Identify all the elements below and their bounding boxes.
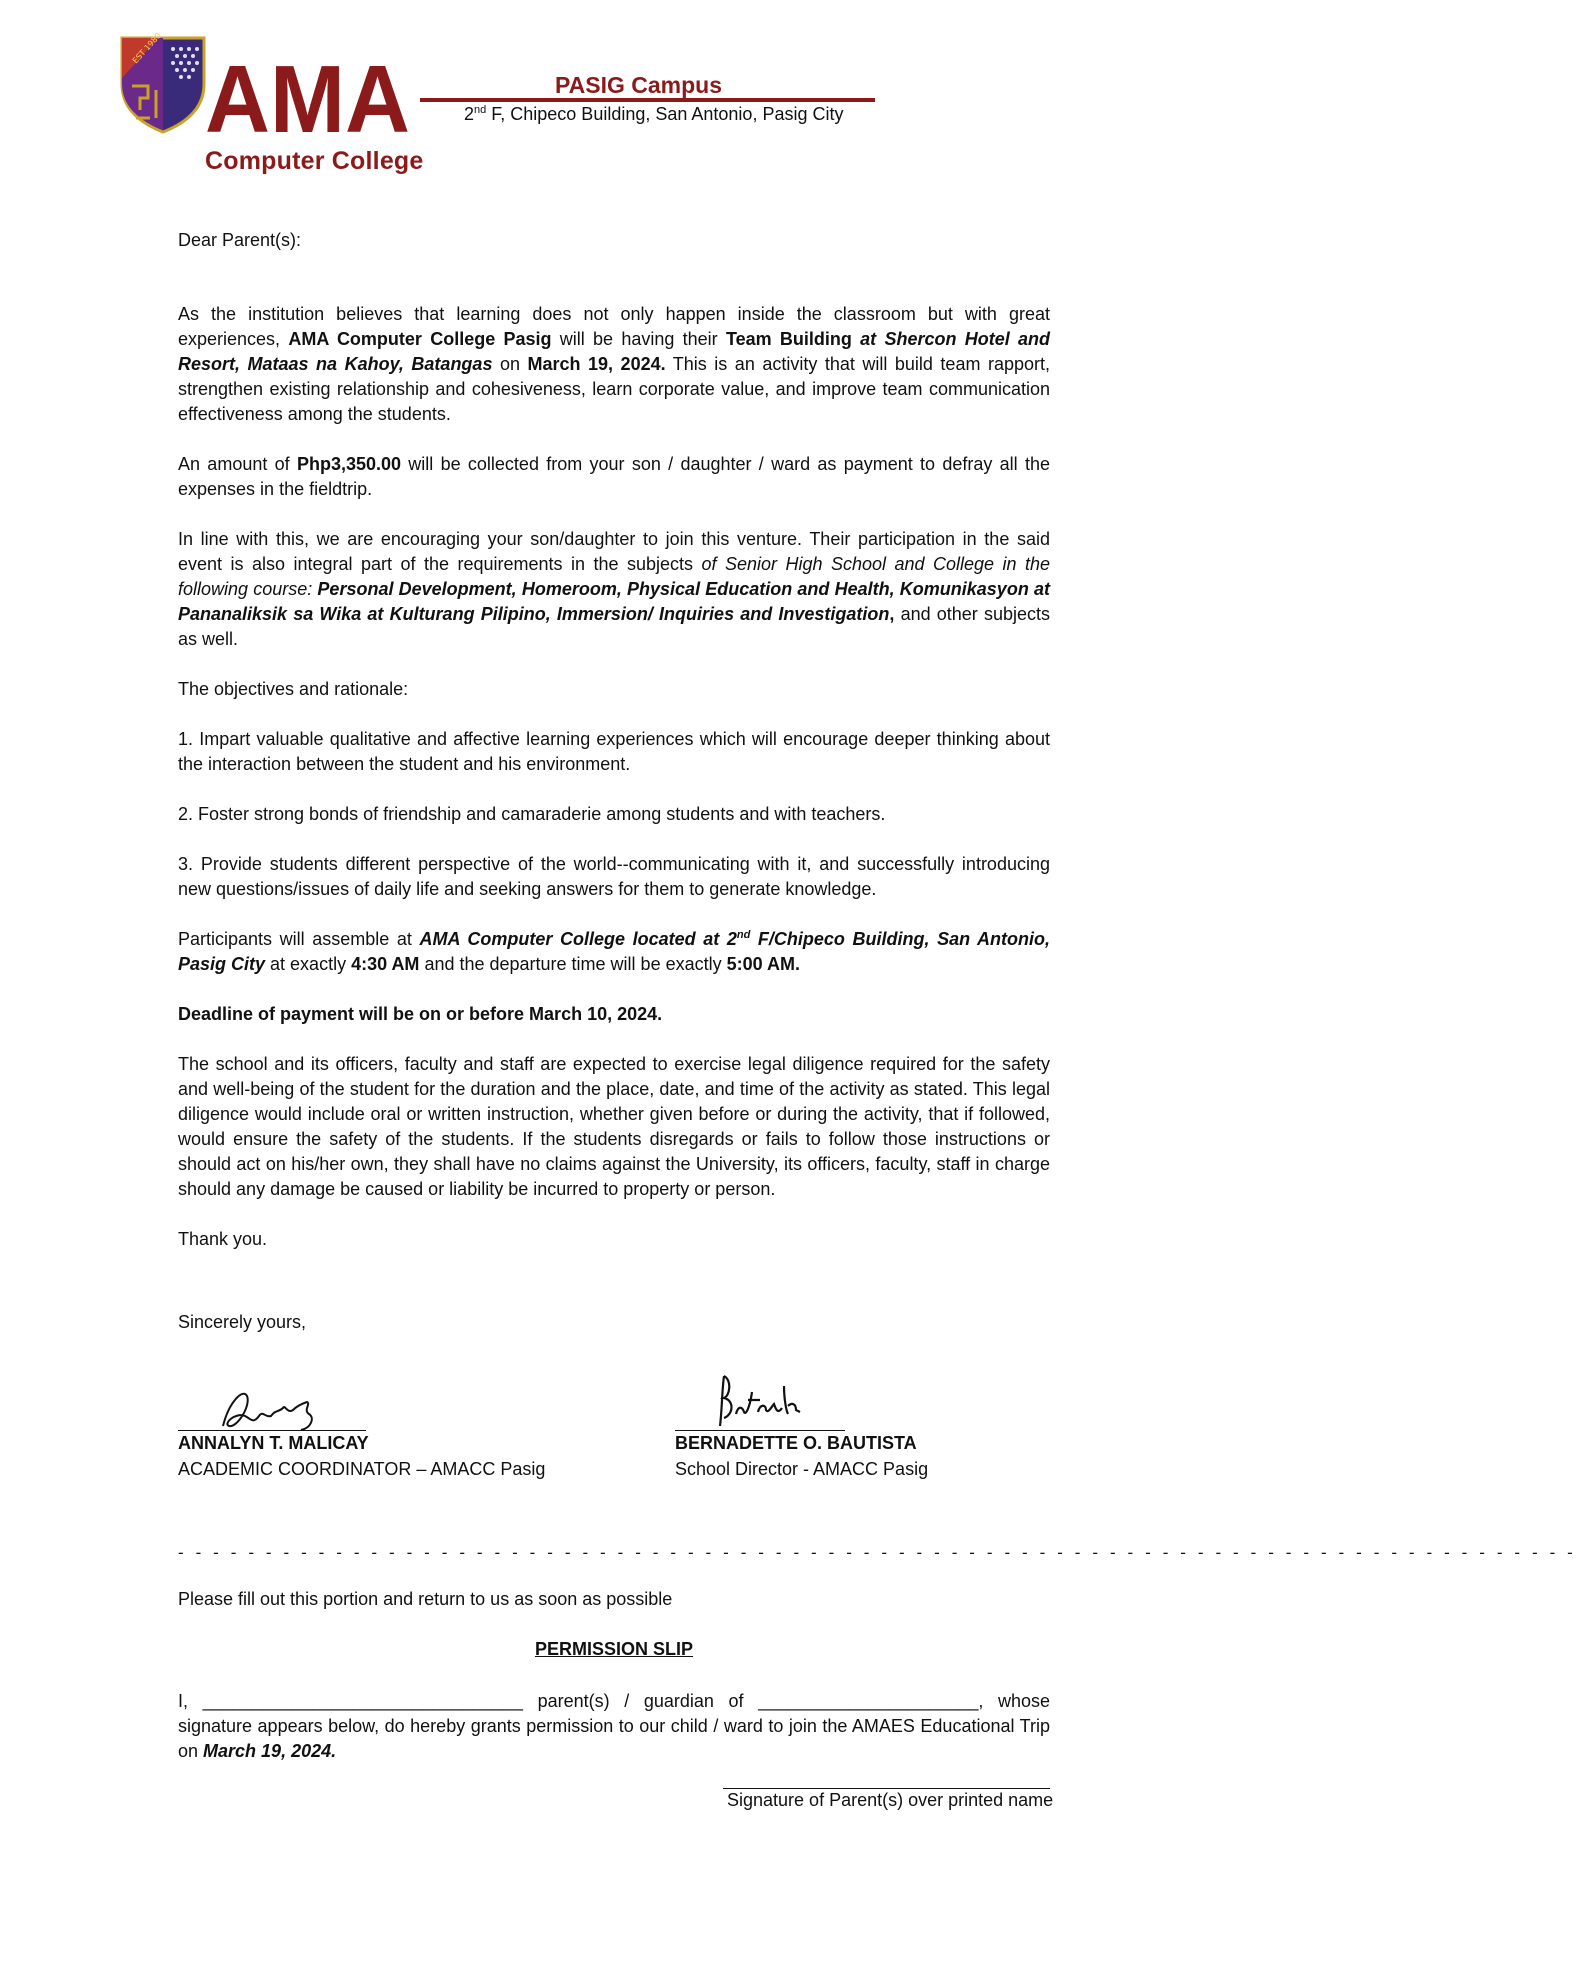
signature-line <box>675 1430 845 1431</box>
salutation: Dear Parent(s): <box>178 230 302 250</box>
paragraph-assembly: Participants will assemble at AMA Computer College located at 2nd F/Chipeco Building, San Antonio, Pasig City at exactly 4:30 AM and the departure time will be exactly 5:00 AM. <box>178 929 1051 974</box>
paragraph-subjects: In line with this, we are encouraging your son/daughter to join this venture. Their participation in the said event is also integral part of the requirements in the subjects of Senior High School and College in the following course: Personal Development, Homeroom, Physical Education and Health, Komunikasyon at Pananaliksik sa Wika at Kulturang Pilipino, Immersion/ Inquiries and Investigation, and other subjects as well. <box>178 529 1050 649</box>
objectives-heading: The objectives and rationale: <box>178 679 409 699</box>
college-crest-logo <box>118 31 208 134</box>
campus-rule-divider <box>420 98 875 102</box>
permission-slip-title: PERMISSION SLIP <box>534 1639 694 1659</box>
paragraph-intro: As the institution believes that learning does not only happen inside the classroom but with great experiences, AMA Computer College Pasig will be having their Team Building at Shercon Hotel and Resort, Mataas na Kahoy, Batangas on March 19, 2024. This is an activity that will build team rapport, strengthen existing relationship and cohesiveness, learn corporate value, and improve team communication effectiveness among the students. <box>178 304 1051 424</box>
college-name: Computer College <box>205 147 424 175</box>
letter-body <box>178 302 1050 1277</box>
signature-malicay <box>215 1382 330 1437</box>
payment-deadline: Deadline of payment will be on or before March 10, 2024. <box>178 1004 663 1024</box>
cut-line-separator: - - - - - - - - - - - - - - - - - - - - - - - - - - - - - - - - - - - - - - - - - - - - - - - - - - - - - - - - - - - - - - - - - - - - - - - - - - - - - - - - <box>178 1543 1576 1562</box>
objective-item: 2. Foster strong bonds of friendship and camaraderie among students and with teachers. <box>178 804 886 824</box>
campus-title: PASIG Campus <box>555 72 722 98</box>
signatory-name: BERNADETTE O. BAUTISTA <box>675 1433 917 1453</box>
signature-line <box>178 1430 366 1431</box>
fill-instruction: Please fill out this portion and return to us as soon as possible <box>178 1589 673 1609</box>
signatory-title: School Director - AMACC Pasig <box>675 1459 929 1479</box>
objective-item: 3. Provide students different perspective of the world--communicating with it, and successfully introducing new questions/issues of daily life and seeking answers for them to generate knowledge. <box>178 854 1050 899</box>
signature-bautista <box>712 1370 807 1432</box>
crest-text: EST 1980 <box>130 31 163 66</box>
objective-item: 1. Impart valuable qualitative and affective learning experiences which will encourage deeper thinking about the interaction between the student and his environment. <box>178 729 1050 774</box>
thank-you: Thank you. <box>178 1229 268 1249</box>
signatory-name: ANNALYN T. MALICAY <box>178 1433 369 1453</box>
logo-text: AMA <box>205 46 410 153</box>
permission-slip-body: I, ________________________________ parent(s) / guardian of ______________________, whose signature appears below, do hereby grants permission to our child / ward to join the AMAES Educational Trip on March 19, 2024. <box>178 1691 1050 1761</box>
ama-logo <box>205 46 410 153</box>
parent-signature-line <box>723 1788 1050 1789</box>
closing: Sincerely yours, <box>178 1312 307 1332</box>
paragraph-liability: The school and its officers, faculty and staff are expected to exercise legal diligence required for the safety and well-being of the student for the duration and the place, date, and time of the activity as stated. This legal diligence would include oral or written instruction, whether given before or during the activity, that if followed, would ensure the safety of the students. If the students disregards or fails to follow those instructions or should act on his/her own, they shall have no claims against the University, its officers, faculty, staff in charge should any damage be caused or liability be incurred to property or person. <box>178 1054 1050 1199</box>
signatory-title: ACADEMIC COORDINATOR – AMACC Pasig <box>178 1459 546 1479</box>
parent-signature-label: Signature of Parent(s) over printed name <box>727 1790 1054 1810</box>
campus-address: 2nd F, Chipeco Building, San Antonio, Pasig City <box>464 104 844 124</box>
paragraph-amount: An amount of Php3,350.00 will be collected from your son / daughter / ward as payment to defray all the expenses in the fieldtrip. <box>178 454 1050 499</box>
